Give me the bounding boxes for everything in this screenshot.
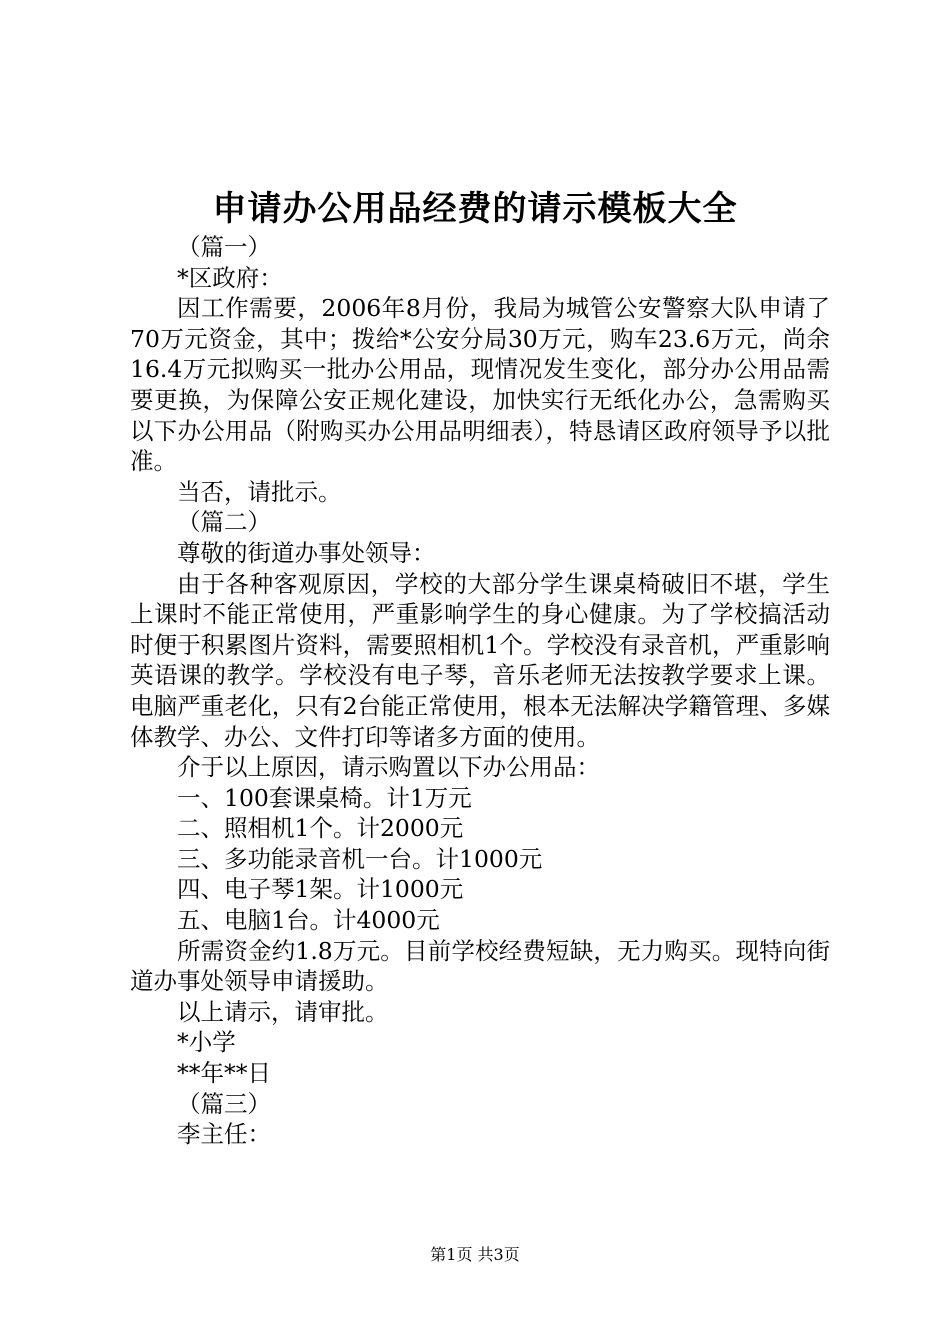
salutation-1: *区政府：: [177, 263, 283, 292]
page-number: 第1页 共3页: [430, 1245, 520, 1264]
list-item: 四、电子琴1架。计1000元: [177, 875, 464, 904]
closing-line: 以上请示，请审批。: [177, 997, 389, 1026]
closing-line: 当否，请批示。: [177, 477, 342, 506]
salutation-2: 尊敬的街道办事处领导：: [177, 538, 436, 567]
salutation-3: 李主任：: [177, 1120, 271, 1149]
document-title: 申请办公用品经费的请示模板大全: [212, 189, 738, 229]
body-paragraph: 介于以上原因，请示购置以下办公用品：: [177, 753, 600, 782]
list-item: 二、照相机1个。计2000元: [177, 814, 464, 843]
section-heading-2: （篇二）: [177, 508, 271, 537]
section-heading-1: （篇一）: [177, 233, 271, 261]
date-line: **年**日: [177, 1059, 271, 1088]
body-paragraph: 因工作需要，2006年8月份，我局为城管公安警察大队申请了70万元资金，其中；拨给*公安分局30万元，购车23.6万元，尚余16.4万元拟购买一批办公用品，现情况发生变化，部分办公用品需要更换，为保障公安正规化建设，加快实行无纸化办公，急需购买以下办公用品（附购买办公用品明细表），特恳请区政府领导予以批准。: [130, 294, 830, 476]
section-heading-3: （篇三）: [177, 1089, 271, 1118]
list-item: 一、100套课桌椅。计1万元: [177, 783, 472, 812]
body-paragraph: 由于各种客观原因，学校的大部分学生课桌椅破旧不堪，学生上课时不能正常使用，严重影响学生的身心健康。为了学校搞活动时便于积累图片资料，需要照相机1个。学校没有录音机，严重影响英语课的教学。学校没有电子琴，音乐老师无法按教学要求上课。电脑严重老化，只有2台能正常使用，根本无法解决学籍管理、多媒体教学、办公、文件打印等诸多方面的使用。: [130, 569, 830, 751]
signature-line: *小学: [177, 1028, 236, 1057]
list-item: 三、多功能录音机一台。计1000元: [177, 844, 543, 873]
body-paragraph: 所需资金约1.8万元。目前学校经费短缺，无力购买。现特向街道办事处领导申请援助。: [130, 936, 830, 996]
document-body: [130, 232, 830, 1150]
list-item: 五、电脑1台。计4000元: [177, 906, 440, 935]
